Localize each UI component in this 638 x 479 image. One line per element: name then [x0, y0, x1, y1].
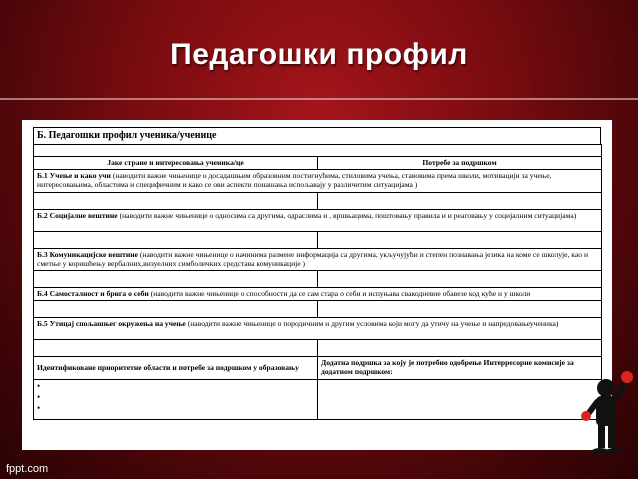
- section-b2-text: (наводити важне чињенице о односима са другима, одраслима и , вршњацима, поштовању правила и и реаговању у социјалним ситуацијама): [117, 210, 577, 220]
- needs-cell[interactable]: [318, 339, 602, 356]
- section-b1-text: (наводити важне чињенице о досадашњим образовним постигнућима, стиловима учења, ставовима према школи, мотивацији за учење, интересовањима, областима и специфичним и како се ови аспекти понашања испољавају у различитим ситуацијама ): [37, 170, 552, 189]
- section-b3-cell: [34, 248, 602, 270]
- profile-document: [33, 127, 601, 420]
- table-row: [34, 300, 602, 317]
- bullet-item: •: [37, 402, 41, 413]
- banner-divider: [0, 98, 638, 100]
- bullets-row: [34, 379, 602, 419]
- needs-cell[interactable]: [318, 300, 602, 317]
- section-b5-cell: [34, 317, 602, 339]
- additional-support-cell[interactable]: [318, 379, 602, 419]
- bullet-item: •: [37, 391, 41, 402]
- section-b2-title: Б.2 Социјалне вештине: [37, 210, 118, 220]
- strengths-cell[interactable]: [34, 231, 318, 248]
- section-row: [34, 209, 602, 231]
- table-row: [34, 270, 602, 287]
- needs-cell[interactable]: [318, 231, 602, 248]
- slide-title: Педагошки профил: [170, 38, 468, 71]
- priority-areas-label: Идентификоване приоритетне области и потребе за подршком у образовању: [34, 356, 318, 379]
- document-heading: Б. Педагошки профил ученика/ученице: [33, 127, 601, 144]
- section-row: [34, 287, 602, 300]
- section-row: [34, 169, 602, 192]
- priority-row: [34, 356, 602, 379]
- section-b4-cell: [34, 287, 602, 300]
- column-header-strengths: Јаке стране и интересовања ученика/це: [34, 157, 318, 170]
- cartoon-figure-icon: [560, 368, 638, 458]
- section-b4-title: Б.4 Самосталност и брига о себи: [37, 288, 149, 298]
- table-row: [34, 339, 602, 356]
- table-row: [34, 145, 602, 157]
- section-b5-text: (наводити важне чињенице о породичним и другим условима који могу да утичу на учење и напредовањеученика): [185, 318, 559, 328]
- strengths-cell[interactable]: [34, 270, 318, 287]
- section-row: [34, 248, 602, 270]
- needs-cell[interactable]: [318, 192, 602, 209]
- strengths-cell[interactable]: [34, 192, 318, 209]
- bullet-list: [37, 381, 314, 414]
- bullet-item: •: [37, 380, 41, 391]
- table-row: [34, 231, 602, 248]
- strengths-cell[interactable]: [34, 300, 318, 317]
- section-b2-cell: [34, 209, 602, 231]
- section-row: [34, 317, 602, 339]
- column-header-needs: Потребе за подршком: [318, 157, 602, 170]
- section-b4-text: (наводити важне чињенице о способности да се сам стара о себи и испуњава свакодневне обавезе код куће и у школи: [148, 288, 531, 298]
- priority-bullets-cell[interactable]: [34, 379, 318, 419]
- section-b1-cell: [34, 169, 602, 192]
- section-b3-title: Б.3 Комуникацијске вештине: [37, 249, 139, 259]
- section-b3-text: (наводити важне чињенице о начинима размене информација са другима, укључујући и степен познавања језика на коме се школује, као и сметње у коришћењу вербалних,визуелних симболичких средстава комуникације ): [37, 249, 589, 268]
- blank-cell: [34, 145, 602, 157]
- table-row: [34, 192, 602, 209]
- strengths-cell[interactable]: [34, 339, 318, 356]
- additional-support-label: Додатна подршка за коју је потребно одобрење Интерресорне комисије за додатном подршком:: [318, 356, 602, 379]
- profile-table: [33, 144, 602, 420]
- needs-cell[interactable]: [318, 270, 602, 287]
- footer-brand: fppt.com: [6, 463, 49, 475]
- column-header-row: [34, 157, 602, 170]
- section-b1-title: Б.1 Учење и како учи: [37, 170, 111, 180]
- section-b5-title: Б.5 Утицај спољашњег окружења на учење: [37, 318, 186, 328]
